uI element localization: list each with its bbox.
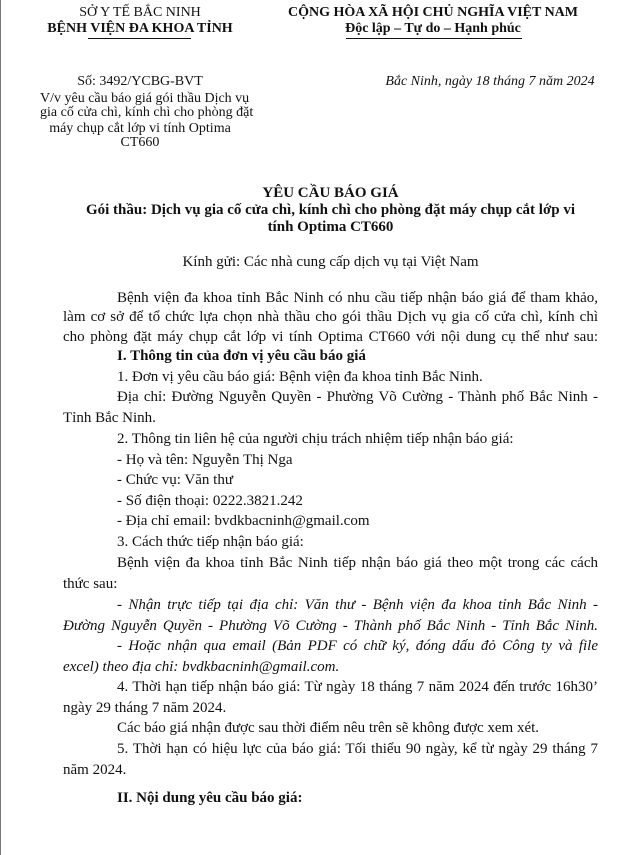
contact-position: - Chức vụ: Văn thư [117, 472, 233, 488]
national-title: CỘNG HÒA XÃ HỘI CHỦ NGHĨA VIỆT NAM [287, 5, 578, 20]
left-underline [88, 38, 191, 39]
subject-line: gia cố cửa chì, kính chì cho phòng đặt [40, 105, 254, 120]
document-title: YÊU CẦU BÁO GIÁ [262, 185, 399, 201]
subject-line: V/v yêu cầu báo giá gói thầu Dịch vụ [40, 91, 250, 106]
agency-name: SỞ Y TẾ BẮC NINH [79, 5, 201, 20]
body-line: 2. Thông tin liên hệ của người chịu trách nhiệm tiếp nhận báo giá: [117, 431, 514, 447]
recipient: Kính gửi: Các nhà cung cấp dịch vụ tại Việt Nam [182, 254, 479, 270]
body-line: Tỉnh Bắc Ninh. [63, 410, 156, 426]
body-line: - Hoặc nhận qua email (Bản PDF có chữ ký, đóng dấu đỏ Công ty và file [117, 638, 598, 654]
page-edge [0, 0, 1, 855]
body-line: - Nhận trực tiếp tại địa chỉ: Văn thư - Bệnh viện đa khoa tỉnh Bắc Ninh - [117, 597, 598, 613]
body-line: Địa chỉ: Đường Nguyễn Quyền - Phường Võ Cường - Thành phố Bắc Ninh - [117, 389, 598, 405]
body-line: 3. Cách thức tiếp nhận báo giá: [117, 534, 304, 550]
contact-name: - Họ và tên: Nguyễn Thị Nga [117, 452, 293, 468]
body-line: ngày 29 tháng 7 năm 2024. [63, 700, 227, 716]
national-motto: Độc lập – Tự do – Hạnh phúc [345, 21, 521, 36]
document-number: Số: 3492/YCBG-BVT [77, 74, 203, 89]
body-line: excel) theo địa chỉ: bvdkbacninh@gmail.com. [63, 659, 340, 675]
hospital-name: BỆNH VIỆN ĐA KHOA TỈNH [47, 21, 233, 36]
body-line: thức sau: [63, 576, 118, 592]
subject-line: máy chụp cắt lớp vi tính Optima [49, 121, 231, 136]
body-line: Đường Nguyễn Quyền - Phường Võ Cường - Thành phố Bắc Ninh - Tỉnh Bắc Ninh. [63, 618, 598, 634]
section-heading-1: I. Thông tin của đơn vị yêu cầu báo giá [117, 348, 366, 364]
body-line: 4. Thời hạn tiếp nhận báo giá: Từ ngày 18 tháng 7 năm 2024 đến trước 16h30’ [117, 679, 598, 695]
package-title: Gói thầu: Dịch vụ gia cố cửa chì, kính chì cho phòng đặt máy chụp cắt lớp vi [85, 202, 576, 218]
contact-phone: - Số điện thoại: 0222.3821.242 [117, 493, 303, 509]
right-underline [346, 38, 522, 39]
contact-email: - Địa chỉ email: bvdkbacninh@gmail.com [117, 513, 370, 529]
body-line: Các báo giá nhận được sau thời điểm nêu trên sẽ không được xem xét. [117, 720, 540, 736]
body-line: Bệnh viện đa khoa tỉnh Bắc Ninh tiếp nhận báo giá theo một trong các cách [117, 555, 598, 571]
body-line: 5. Thời hạn có hiệu lực của báo giá: Tối thiểu 90 ngày, kể từ ngày 29 tháng 7 [117, 741, 598, 757]
subject-line: CT660 [120, 135, 160, 150]
document-date: Bắc Ninh, ngày 18 tháng 7 năm 2024 [385, 74, 595, 89]
body-line: làm cơ sở để tổ chức lựa chọn nhà thầu cho gói thầu Dịch vụ gia cố cửa chì, kính chì [63, 309, 598, 325]
body-line: 1. Đơn vị yêu cầu báo giá: Bệnh viện đa khoa tỉnh Bắc Ninh. [117, 369, 483, 385]
package-title-cont: tính Optima CT660 [267, 219, 394, 235]
section-heading-2: II. Nội dung yêu cầu báo giá: [117, 790, 303, 806]
body-line: cho phòng đặt máy chụp cắt lớp vi tính Optima CT660 với nội dung cụ thể như sau: [63, 329, 598, 345]
body-line: năm 2024. [63, 762, 127, 778]
body-line: Bệnh viện đa khoa tỉnh Bắc Ninh có nhu cầu tiếp nhận báo giá để tham khảo, [117, 290, 598, 306]
